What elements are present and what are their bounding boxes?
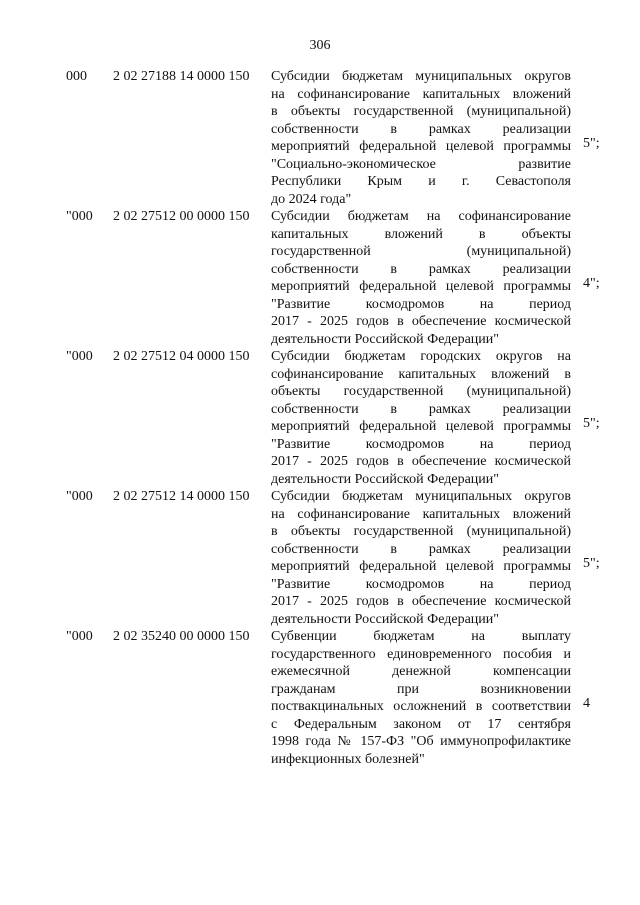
description-line: государственной (муниципальной) [271, 244, 571, 259]
description-line: мероприятий федеральной целевой программы [271, 279, 571, 294]
row-value: 4"; [583, 276, 600, 292]
row-value: 5"; [583, 416, 600, 432]
description-line: "Социально-экономическое развитие [271, 156, 571, 172]
description-line: собственности в рамках реализации [271, 261, 571, 277]
row-value: 5"; [583, 556, 600, 572]
description-line: мероприятий федеральной целевой программы [271, 419, 571, 434]
row-kbk-code: 2 02 27512 04 0000 150 [113, 349, 250, 364]
description-line: мероприятий федеральной целевой программы [271, 559, 571, 574]
description-line: 2017 - 2025 годов в обеспечение космической [271, 594, 571, 609]
description-line: до 2024 года" [271, 191, 352, 207]
description-line: "Развитие космодромов на период [271, 296, 571, 312]
description-line: софинансирование капитальных вложений в [271, 366, 571, 382]
description-line: 2017 - 2025 годов в обеспечение космической [271, 314, 571, 329]
description-line: на софинансирование капитальных вложений [271, 506, 571, 522]
description-line: в объекты государственной (муниципальной) [271, 524, 571, 539]
page-number: 306 [309, 38, 331, 53]
description-line: мероприятий федеральной целевой программы [271, 139, 571, 154]
row-value: 5"; [583, 136, 600, 152]
description-line: Субвенции бюджетам на выплату [271, 629, 571, 644]
description-line: Республики Крым и г. Севастополя [271, 174, 571, 189]
description-line: собственности в рамках реализации [271, 541, 571, 557]
description-line: собственности в рамках реализации [271, 121, 571, 137]
row-code: 000 [66, 69, 87, 84]
description-line: объекты государственной (муниципальной) [271, 384, 571, 399]
description-line: государственного единовременного пособия и [271, 646, 571, 662]
description-line: на софинансирование капитальных вложений [271, 86, 571, 102]
description-line: деятельности Российской Федерации" [271, 611, 499, 627]
description-line: в объекты государственной (муниципальной) [271, 104, 571, 119]
table-row [0, 348, 640, 488]
row-description [271, 348, 571, 488]
description-line: инфекционных болезней" [271, 751, 425, 767]
row-kbk-code: 2 02 27512 00 0000 150 [113, 209, 250, 224]
description-line: собственности в рамках реализации [271, 401, 571, 417]
row-code: "000 [66, 349, 93, 364]
row-description [271, 208, 571, 348]
description-line: Субсидии бюджетам муниципальных округов [271, 489, 571, 504]
description-line: "Развитие космодромов на период [271, 436, 571, 452]
description-line: ежемесячной денежной компенсации [271, 664, 571, 679]
row-kbk-code: 2 02 35240 00 0000 150 [113, 629, 250, 644]
row-kbk-code: 2 02 27512 14 0000 150 [113, 489, 250, 504]
row-description [271, 488, 571, 628]
table-row [0, 208, 640, 348]
description-line: гражданам при возникновении [271, 681, 571, 697]
row-code: "000 [66, 629, 93, 644]
description-line: 1998 года № 157-ФЗ "Об иммунопрофилактике [271, 734, 571, 749]
table-row [0, 68, 640, 208]
description-line: деятельности Российской Федерации" [271, 331, 499, 347]
description-line: капитальных вложений в объекты [271, 226, 571, 242]
row-code: "000 [66, 489, 93, 504]
row-kbk-code: 2 02 27188 14 0000 150 [113, 69, 250, 84]
description-line: Субсидии бюджетам городских округов на [271, 349, 571, 364]
description-line: 2017 - 2025 годов в обеспечение космической [271, 454, 571, 469]
row-description [271, 628, 571, 768]
description-line: Субсидии бюджетам муниципальных округов [271, 69, 571, 84]
budget-table [0, 68, 640, 768]
row-value: 4 [583, 696, 590, 712]
description-line: поствакцинальных осложнений в соответствии [271, 699, 571, 714]
table-row [0, 488, 640, 628]
row-description [271, 68, 571, 208]
description-line: Субсидии бюджетам на софинансирование [271, 209, 571, 224]
description-line: с Федеральным законом от 17 сентября [271, 716, 571, 732]
table-row [0, 628, 640, 768]
row-code: "000 [66, 209, 93, 224]
description-line: деятельности Российской Федерации" [271, 471, 499, 487]
description-line: "Развитие космодромов на период [271, 576, 571, 592]
